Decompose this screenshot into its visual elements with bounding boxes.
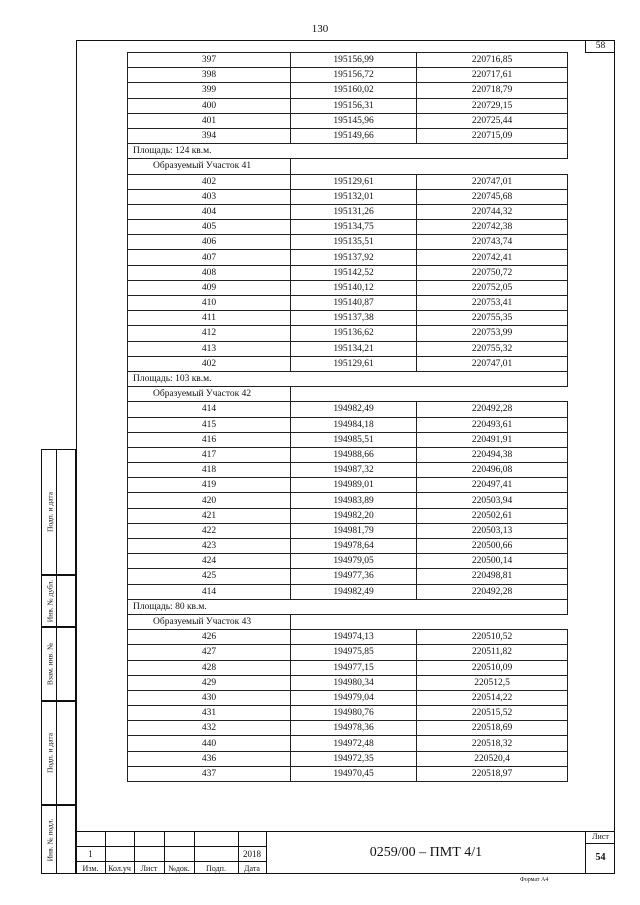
coord-y: 220493,61 [417, 417, 568, 432]
table-row [128, 189, 568, 204]
table-row [128, 98, 568, 113]
point-number: 421 [128, 508, 291, 523]
section-title: Образуемый Участок 43 [128, 614, 291, 629]
coord-y: 220750,72 [417, 265, 568, 280]
coord-y: 220492,28 [417, 584, 568, 599]
point-number: 436 [128, 751, 291, 766]
page-number: 130 [311, 23, 329, 35]
coord-y: 220742,41 [417, 250, 568, 265]
section-title: Образуемый Участок 42 [128, 387, 291, 402]
change-number: 1 [88, 849, 93, 859]
point-number: 422 [128, 523, 291, 538]
coord-x: 195129,61 [291, 174, 417, 189]
coord-x: 194977,36 [291, 569, 417, 584]
point-number: 414 [128, 402, 291, 417]
coord-y: 220742,38 [417, 220, 568, 235]
point-number: 417 [128, 447, 291, 462]
table-row [128, 508, 568, 523]
section-row [128, 159, 568, 174]
coord-x: 194984,18 [291, 417, 417, 432]
table-row [128, 432, 568, 447]
point-number: 420 [128, 493, 291, 508]
table-row [128, 706, 568, 721]
point-number: 415 [128, 417, 291, 432]
table-row [128, 766, 568, 781]
point-number: 425 [128, 569, 291, 584]
point-number: 431 [128, 706, 291, 721]
coord-x: 194980,76 [291, 706, 417, 721]
point-number: 430 [128, 690, 291, 705]
coord-x: 194974,13 [291, 630, 417, 645]
coord-y: 220743,74 [417, 235, 568, 250]
coordinates-table [127, 52, 568, 782]
coord-y: 220729,15 [417, 98, 568, 113]
stamp-label: Подп. и дата [45, 491, 54, 533]
point-number: 412 [128, 326, 291, 341]
change-year: 2018 [243, 849, 261, 859]
table-row [128, 417, 568, 432]
table-row [128, 463, 568, 478]
table-row [128, 311, 568, 326]
point-number: 404 [128, 204, 291, 219]
area-row [128, 144, 568, 159]
coord-x: 194979,05 [291, 554, 417, 569]
stamp-inv-podl [41, 805, 76, 874]
coord-y: 220503,94 [417, 493, 568, 508]
coord-y: 220747,01 [417, 174, 568, 189]
table-row [128, 250, 568, 265]
coord-x: 195156,72 [291, 68, 417, 83]
table-row [128, 523, 568, 538]
coord-y: 220753,41 [417, 296, 568, 311]
point-number: 418 [128, 463, 291, 478]
coord-x: 195137,38 [291, 311, 417, 326]
coord-x: 194981,79 [291, 523, 417, 538]
sheet-label: Лист [592, 832, 609, 841]
coord-y: 220510,09 [417, 660, 568, 675]
coord-y: 220755,32 [417, 341, 568, 356]
area-row [128, 599, 568, 614]
section-title: Образуемый Участок 41 [128, 159, 291, 174]
sheet-number: 54 [595, 852, 606, 863]
coord-x: 195156,31 [291, 98, 417, 113]
coord-y: 220725,44 [417, 113, 568, 128]
table-row [128, 569, 568, 584]
header-izm: Изм. [82, 864, 99, 873]
area-row [128, 371, 568, 386]
table-row [128, 296, 568, 311]
point-number: 402 [128, 356, 291, 371]
table-row [128, 690, 568, 705]
coord-y: 220497,41 [417, 478, 568, 493]
coord-y: 220520,4 [417, 751, 568, 766]
point-number: 394 [128, 128, 291, 143]
point-number: 403 [128, 189, 291, 204]
point-number: 397 [128, 53, 291, 68]
coord-y: 220498,81 [417, 569, 568, 584]
table-row [128, 326, 568, 341]
coord-x: 195131,26 [291, 204, 417, 219]
coord-y: 220752,05 [417, 280, 568, 295]
point-number: 428 [128, 660, 291, 675]
point-number: 398 [128, 68, 291, 83]
coord-y: 220716,85 [417, 53, 568, 68]
document-code: 0259/00 – ПМТ 4/1 [369, 845, 483, 860]
coord-x: 195140,87 [291, 296, 417, 311]
point-number: 406 [128, 235, 291, 250]
coord-y: 220496,08 [417, 463, 568, 478]
section-empty-cell [291, 387, 568, 402]
coord-x: 195149,66 [291, 128, 417, 143]
table-row [128, 83, 568, 98]
header-podp: Подп. [206, 864, 226, 873]
section-empty-cell [291, 159, 568, 174]
point-number: 411 [128, 311, 291, 326]
point-number: 437 [128, 766, 291, 781]
coord-y: 220518,32 [417, 736, 568, 751]
coord-x: 194970,45 [291, 766, 417, 781]
coord-x: 194975,85 [291, 645, 417, 660]
point-number: 401 [128, 113, 291, 128]
point-number: 440 [128, 736, 291, 751]
coord-x: 195145,96 [291, 113, 417, 128]
coord-x: 194989,01 [291, 478, 417, 493]
table-row [128, 630, 568, 645]
coord-x: 194972,48 [291, 736, 417, 751]
coord-x: 195132,01 [291, 189, 417, 204]
table-row [128, 660, 568, 675]
point-number: 399 [128, 83, 291, 98]
table-row [128, 645, 568, 660]
coord-x: 194972,35 [291, 751, 417, 766]
table-row [128, 539, 568, 554]
coord-y: 220500,14 [417, 554, 568, 569]
section-empty-cell [291, 614, 568, 629]
coord-x: 194985,51 [291, 432, 417, 447]
table-row [128, 204, 568, 219]
coord-x: 195134,75 [291, 220, 417, 235]
coord-x: 194982,20 [291, 508, 417, 523]
point-number: 410 [128, 296, 291, 311]
point-number: 419 [128, 478, 291, 493]
coord-x: 194978,36 [291, 721, 417, 736]
header-list: Лист [140, 864, 158, 873]
coord-y: 220514,22 [417, 690, 568, 705]
point-number: 414 [128, 584, 291, 599]
stamp-vzam-inv [41, 627, 76, 701]
point-number: 423 [128, 539, 291, 554]
coord-x: 194980,34 [291, 675, 417, 690]
stamp-label: Инв. № дубл. [45, 579, 54, 623]
table-row [128, 341, 568, 356]
point-number: 402 [128, 174, 291, 189]
coord-x: 194978,64 [291, 539, 417, 554]
coord-x: 195140,12 [291, 280, 417, 295]
coord-y: 220518,97 [417, 766, 568, 781]
coord-x: 195137,92 [291, 250, 417, 265]
point-number: 400 [128, 98, 291, 113]
coord-y: 220494,38 [417, 447, 568, 462]
area-text: Площадь: 103 кв.м. [128, 371, 568, 386]
table-row [128, 402, 568, 417]
coord-x: 194977,15 [291, 660, 417, 675]
coord-x: 195142,52 [291, 265, 417, 280]
table-row [128, 736, 568, 751]
coord-y: 220747,01 [417, 356, 568, 371]
table-row [128, 53, 568, 68]
stamp-label: Взам. инв. № [45, 642, 54, 686]
corner-sheet-box [585, 40, 615, 53]
stamp-label: Подп. и дата [45, 732, 54, 774]
title-block [76, 831, 615, 874]
format-note: Формат А4 [520, 877, 549, 883]
coord-x: 194983,89 [291, 493, 417, 508]
coord-y: 220502,61 [417, 508, 568, 523]
coord-y: 220500,66 [417, 539, 568, 554]
table-row [128, 493, 568, 508]
section-row [128, 387, 568, 402]
table-row [128, 220, 568, 235]
table-row [128, 675, 568, 690]
table-row [128, 447, 568, 462]
section-row [128, 614, 568, 629]
coord-y: 220515,52 [417, 706, 568, 721]
coord-x: 195135,51 [291, 235, 417, 250]
table-row [128, 113, 568, 128]
point-number: 426 [128, 630, 291, 645]
stamp-podp-data-bottom [41, 701, 76, 805]
header-kol-uch: Кол.уч [108, 864, 131, 873]
point-number: 405 [128, 220, 291, 235]
header-ndok: №док. [168, 864, 190, 873]
table-row [128, 280, 568, 295]
table-row [128, 356, 568, 371]
point-number: 407 [128, 250, 291, 265]
coord-x: 194982,49 [291, 584, 417, 599]
table-row [128, 751, 568, 766]
stamp-podp-data-top [41, 449, 76, 575]
stamp-inv-dubl [41, 575, 76, 627]
table-row [128, 584, 568, 599]
coord-x: 195160,02 [291, 83, 417, 98]
table-row [128, 478, 568, 493]
coord-y: 220753,99 [417, 326, 568, 341]
table-row [128, 174, 568, 189]
coord-y: 220512,5 [417, 675, 568, 690]
coord-y: 220492,28 [417, 402, 568, 417]
coord-x: 195156,99 [291, 53, 417, 68]
coord-x: 195134,21 [291, 341, 417, 356]
table-row [128, 235, 568, 250]
area-text: Площадь: 124 кв.м. [128, 144, 568, 159]
point-number: 424 [128, 554, 291, 569]
coord-y: 220511,82 [417, 645, 568, 660]
point-number: 413 [128, 341, 291, 356]
coord-y: 220518,69 [417, 721, 568, 736]
point-number: 416 [128, 432, 291, 447]
area-text: Площадь: 80 кв.м. [128, 599, 568, 614]
coord-x: 194988,66 [291, 447, 417, 462]
stamp-label: Инв. № подл. [45, 818, 54, 861]
table-row [128, 554, 568, 569]
corner-sheet-number: 58 [595, 41, 606, 51]
point-number: 429 [128, 675, 291, 690]
coord-y: 220755,35 [417, 311, 568, 326]
coord-y: 220745,68 [417, 189, 568, 204]
table-row [128, 265, 568, 280]
coord-x: 195129,61 [291, 356, 417, 371]
table-row [128, 128, 568, 143]
coord-y: 220503,13 [417, 523, 568, 538]
coord-y: 220744,32 [417, 204, 568, 219]
coord-x: 195136,62 [291, 326, 417, 341]
point-number: 409 [128, 280, 291, 295]
coord-y: 220491,91 [417, 432, 568, 447]
header-data: Дата [244, 864, 260, 873]
table-row [128, 68, 568, 83]
point-number: 408 [128, 265, 291, 280]
coord-x: 194987,32 [291, 463, 417, 478]
coord-y: 220717,61 [417, 68, 568, 83]
coord-y: 220715,09 [417, 128, 568, 143]
table-row [128, 721, 568, 736]
coord-x: 194982,49 [291, 402, 417, 417]
point-number: 432 [128, 721, 291, 736]
coord-y: 220718,79 [417, 83, 568, 98]
coord-x: 194979,04 [291, 690, 417, 705]
coord-y: 220510,52 [417, 630, 568, 645]
point-number: 427 [128, 645, 291, 660]
